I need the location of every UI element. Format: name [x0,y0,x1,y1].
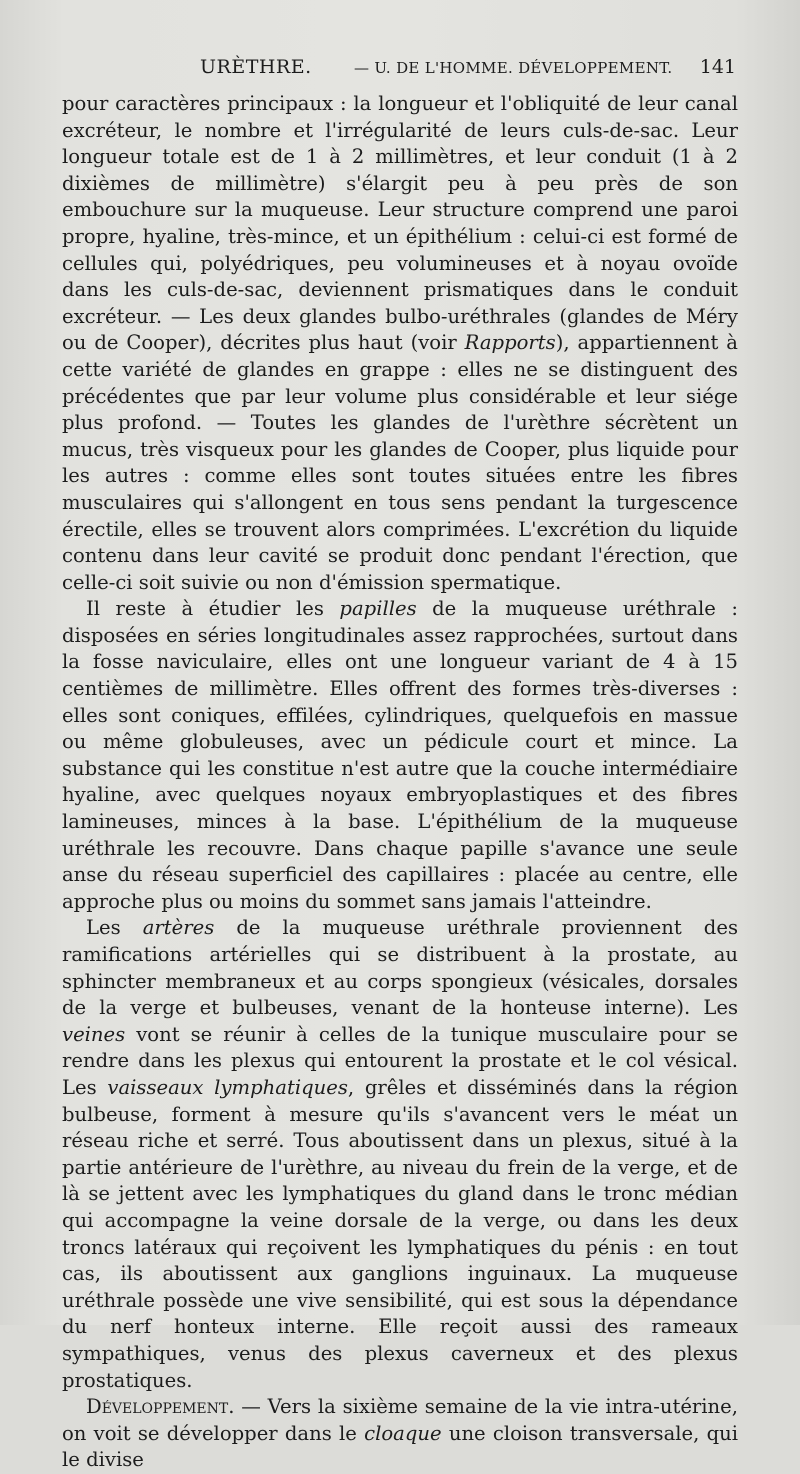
text-run: de la muqueuse uréthrale proviennent des ramifications artérielles qui se distribuent à la prostate, au sphincter membraneux et au corps spongieux (vésicales, dorsales de la verge et bulbeuses, venant de la honteuse interne). Les [62,916,739,1020]
paragraph-developpement [62,1394,738,1474]
italic-term: cloaque [364,1421,442,1445]
italic-term: papilles [339,597,417,621]
italic-term: artères [142,916,215,940]
paragraph-glands-description [62,91,738,596]
running-header [62,56,738,86]
section-heading: Développement. [86,1395,235,1419]
text-run: de la muqueuse uréthrale : disposées en séries longitudinales assez rapprochées, surtout dans la fosse naviculaire, elles ont une longueur variant de 4 à 15 centièmes de millimètre. Elles offrent des formes très-diverses : elles sont coniques, effilées, cylindriques, quelquefois en massue ou même globuleuses, avec un pédicule court et mince. La substance qui les constitue n'est autre que la couche intermédiaire hyaline, avec quelques noyaux embryoplastiques et des fibres lamineuses, minces à la base. L'épithélium de la muqueuse uréthrale les recouvre. Dans chaque papille s'avance une seule anse du réseau superficiel des capillaires : placée au centre, elle approche plus ou moins du sommet sans jamais l'atteindre. [62,597,739,913]
header-subtitle: — U. DE L'HOMME. DÉVELOPPEMENT. [354,59,673,77]
text-run: une cloison transversale, qui le divise [62,1421,738,1472]
text-run: vont se réunir à celles de la tunique musculaire pour se rendre dans les plexus qui entourent la prostate et le col vésical. Les [62,1022,738,1099]
page-number: 141 [699,56,736,78]
paragraph-papilles [62,596,738,915]
text-run: , grêles et disséminés dans la région bulbeuse, forment à mesure qu'ils s'avancent vers le méat un réseau riche et serré. Tous aboutissent dans un plexus, situé à la partie antérieure de l'urèthre, au niveau du frein de la verge, et de là se jettent avec les lymphatiques du gland dans le tronc médian qui accompagne la veine dorsale de la verge, ou dans les deux troncs latéraux qui reçoivent les lymphatiques du pénis : en tout cas, ils aboutissent aux ganglions inguinaux. La muqueuse uréthrale possède une vive sensibilité, qui est sous la dépendance du nerf honteux interne. Elle reçoit aussi des rameaux sympathiques, venus des plexus caverneux et des plexus prostatiques. [62,1075,739,1392]
text-run: pour caractères principaux : la longueur et l'obliquité de leur canal excréteur, le nombre et l'irrégularité de leurs culs-de-sac. Leur longueur totale est de 1 à 2 millimètres, et leur conduit (1 à 2 dixièmes de millimètre) s'élargit peu à peu près de son embouchure sur la muqueuse. Leur structure comprend une paroi propre, hyaline, très-mince, et un épithélium : celui-ci est formé de cellules qui, polyédriques, peu volumineuses et à noyau ovoïde dans les culs-de-sac, deviennent prismatiques dans le conduit excréteur. — Les deux glandes bulbo-uréthrales (glandes de Méry ou de Cooper), décrites plus haut (voir [62,92,738,355]
text-run: — Vers la sixième semaine de la vie intra-utérine, on voit se développer dans le [62,1395,738,1445]
italic-term: vaisseaux lymphatiques [107,1075,348,1099]
paragraph-vessels [62,915,738,1394]
header-title: URÈTHRE. [200,56,312,78]
text-run: Les [86,916,143,940]
text-run: ), appartiennent à cette variété de glandes en grappe : elles ne se distinguent des précédentes que par leur volume plus considérable et leur siége plus profond. — Toutes les glandes de l'urèthre sécrètent un mucus, très visqueux pour les glandes de Cooper, plus liquide pour les autres : comme elles sont toutes situées entre les fibres musculaires qui s'allongent en tous sens pendant la turgescence érectile, elles se trouvent alors comprimées. L'excrétion du liquide contenu dans leur cavité se produit donc pendant l'érection, que celle-ci soit suivie ou non d'émission spermatique. [62,331,738,594]
body-text [62,91,738,1474]
italic-term: veines [62,1022,126,1046]
text-run: Il reste à étudier les [86,597,340,621]
italic-term: Rapports [464,331,556,355]
